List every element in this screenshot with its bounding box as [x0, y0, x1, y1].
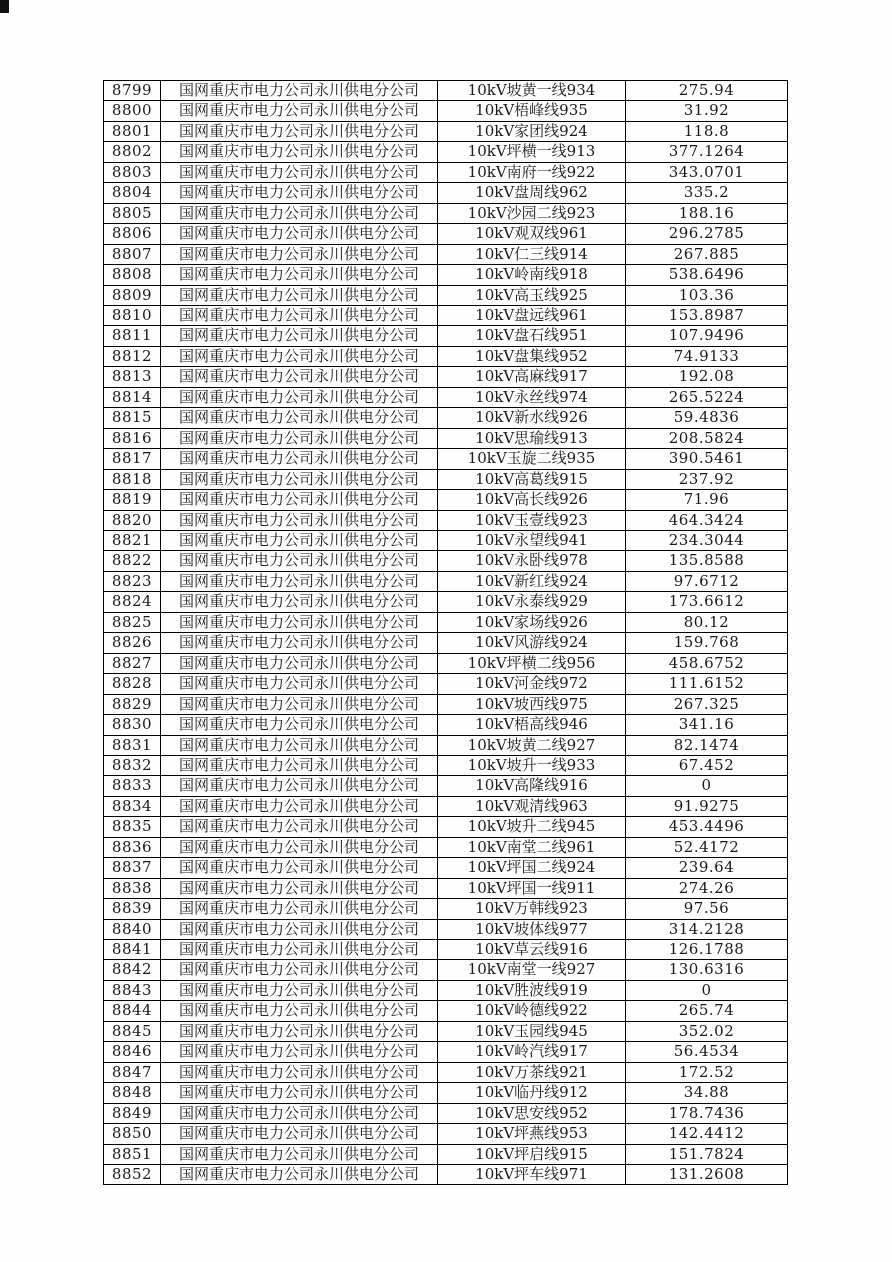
line-value-cell: 172.52: [626, 1062, 788, 1082]
line-value-cell: 159.768: [626, 633, 788, 653]
line-name-cell: 10kV家场线926: [438, 612, 626, 632]
line-value-cell: 275.94: [626, 81, 788, 101]
line-name-cell: 10kV高麻线917: [438, 367, 626, 387]
table-row: [104, 633, 788, 653]
company-cell: 国网重庆市电力公司永川供电分公司: [161, 121, 438, 141]
row-id-cell: 8846: [104, 1042, 161, 1062]
line-value-cell: 296.2785: [626, 224, 788, 244]
power-line-table: [103, 80, 788, 1185]
line-name-cell: 10kV坪启线915: [438, 1144, 626, 1164]
line-name-cell: 10kV新水线926: [438, 408, 626, 428]
company-cell: 国网重庆市电力公司永川供电分公司: [161, 837, 438, 857]
table-row: [104, 1165, 788, 1185]
company-cell: 国网重庆市电力公司永川供电分公司: [161, 674, 438, 694]
table-row: [104, 1021, 788, 1041]
line-value-cell: 74.9133: [626, 346, 788, 366]
table-row: [104, 612, 788, 632]
table-row: [104, 899, 788, 919]
company-cell: 国网重庆市电力公司永川供电分公司: [161, 980, 438, 1000]
table-row: [104, 224, 788, 244]
line-value-cell: 538.6496: [626, 265, 788, 285]
table-row: [104, 469, 788, 489]
line-value-cell: 173.6612: [626, 592, 788, 612]
row-id-cell: 8820: [104, 510, 161, 530]
line-name-cell: 10kV盘集线952: [438, 346, 626, 366]
table-row: [104, 592, 788, 612]
company-cell: 国网重庆市电力公司永川供电分公司: [161, 408, 438, 428]
line-value-cell: 458.6752: [626, 653, 788, 673]
company-cell: 国网重庆市电力公司永川供电分公司: [161, 510, 438, 530]
company-cell: 国网重庆市电力公司永川供电分公司: [161, 1083, 438, 1103]
row-id-cell: 8828: [104, 674, 161, 694]
line-name-cell: 10kV草云线916: [438, 940, 626, 960]
table-row: [104, 715, 788, 735]
line-value-cell: 71.96: [626, 490, 788, 510]
row-id-cell: 8836: [104, 837, 161, 857]
row-id-cell: 8805: [104, 203, 161, 223]
line-name-cell: 10kV南堂二线961: [438, 837, 626, 857]
row-id-cell: 8840: [104, 919, 161, 939]
line-name-cell: 10kV坡西线975: [438, 694, 626, 714]
line-name-cell: 10kV高玉线925: [438, 285, 626, 305]
line-name-cell: 10kV家团线924: [438, 121, 626, 141]
line-name-cell: 10kV玉旋二线935: [438, 449, 626, 469]
row-id-cell: 8844: [104, 1001, 161, 1021]
line-name-cell: 10kV高隆线916: [438, 776, 626, 796]
row-id-cell: 8852: [104, 1165, 161, 1185]
company-cell: 国网重庆市电力公司永川供电分公司: [161, 387, 438, 407]
row-id-cell: 8843: [104, 980, 161, 1000]
row-id-cell: 8821: [104, 530, 161, 550]
company-cell: 国网重庆市电力公司永川供电分公司: [161, 346, 438, 366]
line-value-cell: 239.64: [626, 858, 788, 878]
line-name-cell: 10kV坪车线971: [438, 1165, 626, 1185]
table-row: [104, 755, 788, 775]
line-value-cell: 67.452: [626, 755, 788, 775]
line-name-cell: 10kV观清线963: [438, 796, 626, 816]
line-value-cell: 59.4836: [626, 408, 788, 428]
row-id-cell: 8806: [104, 224, 161, 244]
company-cell: 国网重庆市电力公司永川供电分公司: [161, 817, 438, 837]
table-row: [104, 510, 788, 530]
company-cell: 国网重庆市电力公司永川供电分公司: [161, 776, 438, 796]
table-row: [104, 1144, 788, 1164]
row-id-cell: 8832: [104, 755, 161, 775]
line-name-cell: 10kV岭德线922: [438, 1001, 626, 1021]
row-id-cell: 8803: [104, 162, 161, 182]
table-row: [104, 571, 788, 591]
line-value-cell: 267.885: [626, 244, 788, 264]
table-row: [104, 428, 788, 448]
line-name-cell: 10kV高葛线915: [438, 469, 626, 489]
table-row: [104, 408, 788, 428]
company-cell: 国网重庆市电力公司永川供电分公司: [161, 530, 438, 550]
row-id-cell: 8819: [104, 490, 161, 510]
line-value-cell: 314.2128: [626, 919, 788, 939]
line-name-cell: 10kV南府一线922: [438, 162, 626, 182]
row-id-cell: 8824: [104, 592, 161, 612]
company-cell: 国网重庆市电力公司永川供电分公司: [161, 1062, 438, 1082]
line-name-cell: 10kV盘远线961: [438, 305, 626, 325]
line-name-cell: 10kV玉壹线923: [438, 510, 626, 530]
line-value-cell: 34.88: [626, 1083, 788, 1103]
table-row: [104, 121, 788, 141]
table-row: [104, 1001, 788, 1021]
line-name-cell: 10kV观双线961: [438, 224, 626, 244]
row-id-cell: 8799: [104, 81, 161, 101]
line-value-cell: 31.92: [626, 101, 788, 121]
line-value-cell: 188.16: [626, 203, 788, 223]
table-body: [104, 81, 788, 1185]
company-cell: 国网重庆市电力公司永川供电分公司: [161, 940, 438, 960]
line-value-cell: 97.56: [626, 899, 788, 919]
line-value-cell: 178.7436: [626, 1103, 788, 1123]
table-row: [104, 674, 788, 694]
company-cell: 国网重庆市电力公司永川供电分公司: [161, 203, 438, 223]
line-name-cell: 10kV坪国一线911: [438, 878, 626, 898]
table-row: [104, 183, 788, 203]
row-id-cell: 8835: [104, 817, 161, 837]
row-id-cell: 8822: [104, 551, 161, 571]
company-cell: 国网重庆市电力公司永川供电分公司: [161, 490, 438, 510]
line-name-cell: 10kV盘周线962: [438, 183, 626, 203]
company-cell: 国网重庆市电力公司永川供电分公司: [161, 81, 438, 101]
table-row: [104, 265, 788, 285]
table-row: [104, 285, 788, 305]
company-cell: 国网重庆市电力公司永川供电分公司: [161, 162, 438, 182]
line-name-cell: 10kV仁三线914: [438, 244, 626, 264]
company-cell: 国网重庆市电力公司永川供电分公司: [161, 1021, 438, 1041]
row-id-cell: 8830: [104, 715, 161, 735]
company-cell: 国网重庆市电力公司永川供电分公司: [161, 449, 438, 469]
company-cell: 国网重庆市电力公司永川供电分公司: [161, 633, 438, 653]
row-id-cell: 8834: [104, 796, 161, 816]
line-value-cell: 153.8987: [626, 305, 788, 325]
line-value-cell: 56.4534: [626, 1042, 788, 1062]
company-cell: 国网重庆市电力公司永川供电分公司: [161, 224, 438, 244]
row-id-cell: 8818: [104, 469, 161, 489]
line-name-cell: 10kV梧高线946: [438, 715, 626, 735]
table-row: [104, 878, 788, 898]
line-value-cell: 377.1264: [626, 142, 788, 162]
line-value-cell: 464.3424: [626, 510, 788, 530]
table-row: [104, 837, 788, 857]
row-id-cell: 8801: [104, 121, 161, 141]
table-row: [104, 1083, 788, 1103]
row-id-cell: 8829: [104, 694, 161, 714]
line-value-cell: 265.74: [626, 1001, 788, 1021]
line-name-cell: 10kV永望线941: [438, 530, 626, 550]
row-id-cell: 8837: [104, 858, 161, 878]
row-id-cell: 8807: [104, 244, 161, 264]
row-id-cell: 8838: [104, 878, 161, 898]
company-cell: 国网重庆市电力公司永川供电分公司: [161, 1001, 438, 1021]
line-name-cell: 10kV新红线924: [438, 571, 626, 591]
line-value-cell: 126.1788: [626, 940, 788, 960]
line-name-cell: 10kV坡黄二线927: [438, 735, 626, 755]
line-value-cell: 341.16: [626, 715, 788, 735]
line-value-cell: 274.26: [626, 878, 788, 898]
line-value-cell: 265.5224: [626, 387, 788, 407]
table-row: [104, 653, 788, 673]
company-cell: 国网重庆市电力公司永川供电分公司: [161, 469, 438, 489]
line-name-cell: 10kV永丝线974: [438, 387, 626, 407]
table-row: [104, 940, 788, 960]
line-value-cell: 118.8: [626, 121, 788, 141]
company-cell: 国网重庆市电力公司永川供电分公司: [161, 1144, 438, 1164]
company-cell: 国网重庆市电力公司永川供电分公司: [161, 326, 438, 346]
company-cell: 国网重庆市电力公司永川供电分公司: [161, 305, 438, 325]
table-row: [104, 142, 788, 162]
table-row: [104, 1042, 788, 1062]
row-id-cell: 8842: [104, 960, 161, 980]
line-value-cell: 97.6712: [626, 571, 788, 591]
table-row: [104, 980, 788, 1000]
company-cell: 国网重庆市电力公司永川供电分公司: [161, 571, 438, 591]
company-cell: 国网重庆市电力公司永川供电分公司: [161, 183, 438, 203]
row-id-cell: 8812: [104, 346, 161, 366]
row-id-cell: 8831: [104, 735, 161, 755]
line-value-cell: 103.36: [626, 285, 788, 305]
company-cell: 国网重庆市电力公司永川供电分公司: [161, 735, 438, 755]
line-value-cell: 267.325: [626, 694, 788, 714]
table-row: [104, 244, 788, 264]
company-cell: 国网重庆市电力公司永川供电分公司: [161, 142, 438, 162]
row-id-cell: 8809: [104, 285, 161, 305]
company-cell: 国网重庆市电力公司永川供电分公司: [161, 1124, 438, 1144]
row-id-cell: 8845: [104, 1021, 161, 1041]
row-id-cell: 8817: [104, 449, 161, 469]
company-cell: 国网重庆市电力公司永川供电分公司: [161, 244, 438, 264]
row-id-cell: 8810: [104, 305, 161, 325]
row-id-cell: 8802: [104, 142, 161, 162]
line-name-cell: 10kV万韩线923: [438, 899, 626, 919]
line-name-cell: 10kV思瑜线913: [438, 428, 626, 448]
company-cell: 国网重庆市电力公司永川供电分公司: [161, 367, 438, 387]
line-value-cell: 131.2608: [626, 1165, 788, 1185]
line-value-cell: 237.92: [626, 469, 788, 489]
row-id-cell: 8849: [104, 1103, 161, 1123]
row-id-cell: 8813: [104, 367, 161, 387]
row-id-cell: 8827: [104, 653, 161, 673]
table-row: [104, 796, 788, 816]
table-row: [104, 735, 788, 755]
company-cell: 国网重庆市电力公司永川供电分公司: [161, 694, 438, 714]
line-value-cell: 107.9496: [626, 326, 788, 346]
row-id-cell: 8825: [104, 612, 161, 632]
line-value-cell: 343.0701: [626, 162, 788, 182]
line-name-cell: 10kV永泰线929: [438, 592, 626, 612]
line-name-cell: 10kV坪横二线956: [438, 653, 626, 673]
row-id-cell: 8851: [104, 1144, 161, 1164]
table-row: [104, 387, 788, 407]
company-cell: 国网重庆市电力公司永川供电分公司: [161, 592, 438, 612]
line-value-cell: 208.5824: [626, 428, 788, 448]
line-name-cell: 10kV盘石线951: [438, 326, 626, 346]
line-value-cell: 151.7824: [626, 1144, 788, 1164]
company-cell: 国网重庆市电力公司永川供电分公司: [161, 960, 438, 980]
table-row: [104, 1062, 788, 1082]
line-value-cell: 192.08: [626, 367, 788, 387]
company-cell: 国网重庆市电力公司永川供电分公司: [161, 428, 438, 448]
table-row: [104, 367, 788, 387]
row-id-cell: 8804: [104, 183, 161, 203]
line-value-cell: 335.2: [626, 183, 788, 203]
table-row: [104, 490, 788, 510]
line-name-cell: 10kV河金线972: [438, 674, 626, 694]
company-cell: 国网重庆市电力公司永川供电分公司: [161, 653, 438, 673]
line-name-cell: 10kV胜波线919: [438, 980, 626, 1000]
row-id-cell: 8815: [104, 408, 161, 428]
row-id-cell: 8841: [104, 940, 161, 960]
table-row: [104, 960, 788, 980]
table-row: [104, 1124, 788, 1144]
table-row: [104, 858, 788, 878]
line-name-cell: 10kV坡升一线933: [438, 755, 626, 775]
line-value-cell: 0: [626, 776, 788, 796]
table-row: [104, 776, 788, 796]
scan-corner-artifact: [0, 0, 9, 13]
company-cell: 国网重庆市电力公司永川供电分公司: [161, 755, 438, 775]
line-name-cell: 10kV玉园线945: [438, 1021, 626, 1041]
table-row: [104, 326, 788, 346]
line-value-cell: 135.8588: [626, 551, 788, 571]
company-cell: 国网重庆市电力公司永川供电分公司: [161, 1042, 438, 1062]
line-name-cell: 10kV坪燕线953: [438, 1124, 626, 1144]
table-row: [104, 449, 788, 469]
line-value-cell: 142.4412: [626, 1124, 788, 1144]
table-row: [104, 346, 788, 366]
table-row: [104, 551, 788, 571]
company-cell: 国网重庆市电力公司永川供电分公司: [161, 858, 438, 878]
table-row: [104, 694, 788, 714]
line-name-cell: 10kV临丹线912: [438, 1083, 626, 1103]
company-cell: 国网重庆市电力公司永川供电分公司: [161, 899, 438, 919]
line-value-cell: 111.6152: [626, 674, 788, 694]
table-row: [104, 162, 788, 182]
line-name-cell: 10kV坪横一线913: [438, 142, 626, 162]
row-id-cell: 8823: [104, 571, 161, 591]
line-value-cell: 80.12: [626, 612, 788, 632]
line-name-cell: 10kV坡黄一线934: [438, 81, 626, 101]
company-cell: 国网重庆市电力公司永川供电分公司: [161, 612, 438, 632]
line-name-cell: 10kV南堂一线927: [438, 960, 626, 980]
row-id-cell: 8814: [104, 387, 161, 407]
line-name-cell: 10kV永卧线978: [438, 551, 626, 571]
line-name-cell: 10kV坡体线977: [438, 919, 626, 939]
company-cell: 国网重庆市电力公司永川供电分公司: [161, 1103, 438, 1123]
line-name-cell: 10kV风游线924: [438, 633, 626, 653]
line-name-cell: 10kV岭南线918: [438, 265, 626, 285]
company-cell: 国网重庆市电力公司永川供电分公司: [161, 919, 438, 939]
company-cell: 国网重庆市电力公司永川供电分公司: [161, 265, 438, 285]
row-id-cell: 8826: [104, 633, 161, 653]
line-value-cell: 0: [626, 980, 788, 1000]
company-cell: 国网重庆市电力公司永川供电分公司: [161, 1165, 438, 1185]
row-id-cell: 8808: [104, 265, 161, 285]
line-value-cell: 130.6316: [626, 960, 788, 980]
row-id-cell: 8811: [104, 326, 161, 346]
line-value-cell: 352.02: [626, 1021, 788, 1041]
line-value-cell: 390.5461: [626, 449, 788, 469]
line-name-cell: 10kV沙园二线923: [438, 203, 626, 223]
company-cell: 国网重庆市电力公司永川供电分公司: [161, 101, 438, 121]
table-row: [104, 101, 788, 121]
row-id-cell: 8800: [104, 101, 161, 121]
line-name-cell: 10kV高长线926: [438, 490, 626, 510]
line-value-cell: 234.3044: [626, 530, 788, 550]
line-value-cell: 82.1474: [626, 735, 788, 755]
table-row: [104, 81, 788, 101]
company-cell: 国网重庆市电力公司永川供电分公司: [161, 285, 438, 305]
line-name-cell: 10kV岭汽线917: [438, 1042, 626, 1062]
line-name-cell: 10kV梧峰线935: [438, 101, 626, 121]
row-id-cell: 8847: [104, 1062, 161, 1082]
company-cell: 国网重庆市电力公司永川供电分公司: [161, 878, 438, 898]
line-value-cell: 91.9275: [626, 796, 788, 816]
company-cell: 国网重庆市电力公司永川供电分公司: [161, 551, 438, 571]
line-name-cell: 10kV思安线952: [438, 1103, 626, 1123]
table-row: [104, 817, 788, 837]
table-row: [104, 203, 788, 223]
line-value-cell: 453.4496: [626, 817, 788, 837]
table-row: [104, 305, 788, 325]
line-name-cell: 10kV坪国二线924: [438, 858, 626, 878]
company-cell: 国网重庆市电力公司永川供电分公司: [161, 715, 438, 735]
row-id-cell: 8839: [104, 899, 161, 919]
line-name-cell: 10kV坡升二线945: [438, 817, 626, 837]
line-value-cell: 52.4172: [626, 837, 788, 857]
company-cell: 国网重庆市电力公司永川供电分公司: [161, 796, 438, 816]
table-row: [104, 919, 788, 939]
row-id-cell: 8850: [104, 1124, 161, 1144]
line-name-cell: 10kV万茶线921: [438, 1062, 626, 1082]
table-row: [104, 530, 788, 550]
row-id-cell: 8816: [104, 428, 161, 448]
row-id-cell: 8848: [104, 1083, 161, 1103]
row-id-cell: 8833: [104, 776, 161, 796]
table-row: [104, 1103, 788, 1123]
